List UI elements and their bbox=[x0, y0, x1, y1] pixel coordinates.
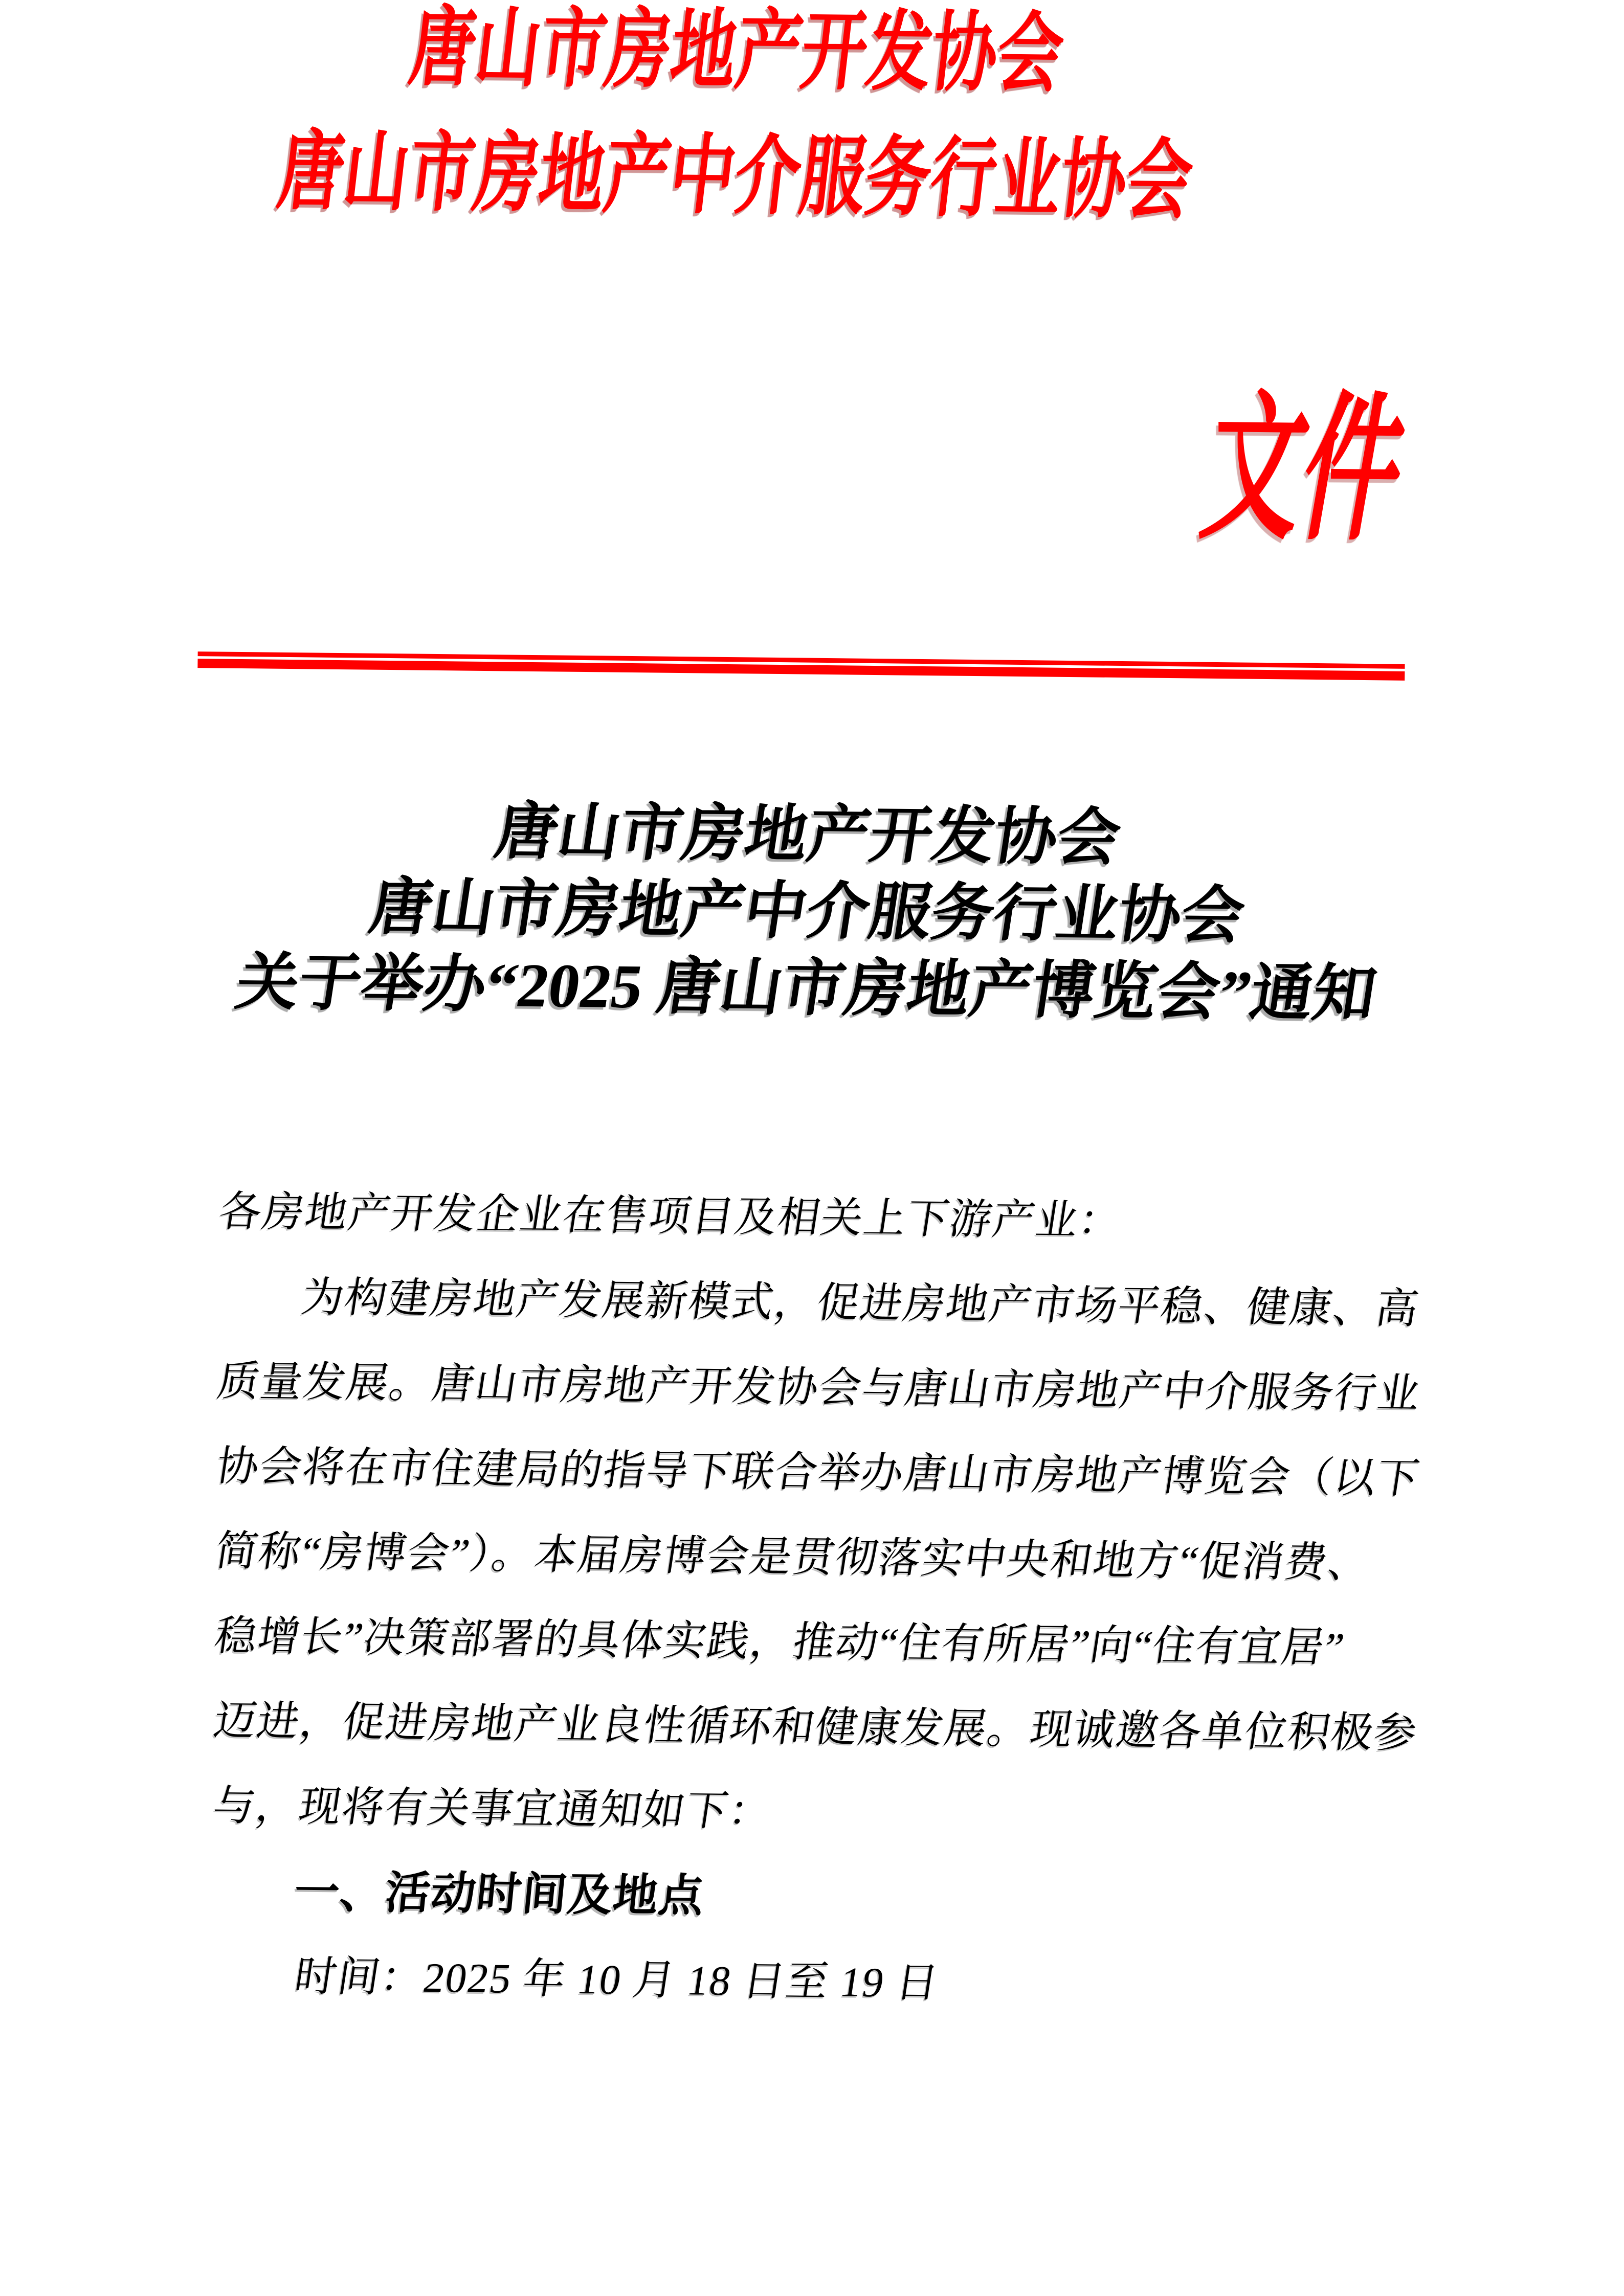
letterhead-org-column bbox=[0, 0, 1468, 228]
letterhead-org-line1: 唐山市房地产开发协会 bbox=[405, 0, 1069, 103]
body-line: 稳增长”决策部署的具体实践，推动“住有所居”向“住有宜居” bbox=[211, 1612, 1348, 1671]
document-title bbox=[204, 791, 1404, 1033]
letterhead-doc-type-label: 文件 bbox=[1192, 381, 1417, 560]
body-line: 与，现将有关事宜通知如下： bbox=[210, 1782, 775, 1835]
body-line: 各房地产开发企业在售项目及相关上下游产业： bbox=[216, 1188, 1126, 1245]
body-line: 协会将在市住建局的指导下联合举办唐山市房地产博览会（以下 bbox=[213, 1443, 1423, 1502]
body-line: 简称“房博会”）。本届房博会是贯彻落实中央和地方“促消费、 bbox=[212, 1527, 1375, 1587]
red-double-rule bbox=[197, 651, 1405, 681]
letterhead bbox=[0, 0, 1624, 560]
body-line: 时间：2025 年 10 月 18 日至 19 日 bbox=[291, 1953, 943, 2007]
title-line2: 唐山市房地产中介服务行业协会 bbox=[365, 872, 1249, 951]
title-line1: 唐山市房地产开发协会 bbox=[491, 797, 1125, 873]
title-line3: 关于举办“2025 唐山市房地产博览会”通知 bbox=[231, 948, 1381, 1029]
body-line: 为构建房地产发展新模式，促进房地产市场平稳、健康、高 bbox=[298, 1274, 1423, 1333]
letterhead-org-line2: 唐山市房地产中介服务行业协会 bbox=[273, 123, 1198, 230]
body-text bbox=[208, 1169, 1425, 2031]
body-line: 迈进，促进房地产业良性循环和健康发展。现诚邀各单位积极参 bbox=[210, 1697, 1421, 1757]
section-heading: 一、活动时间及地点 bbox=[292, 1866, 707, 1921]
body-line: 质量发展。唐山市房地产开发协会与唐山市房地产中介服务行业 bbox=[214, 1358, 1425, 1417]
